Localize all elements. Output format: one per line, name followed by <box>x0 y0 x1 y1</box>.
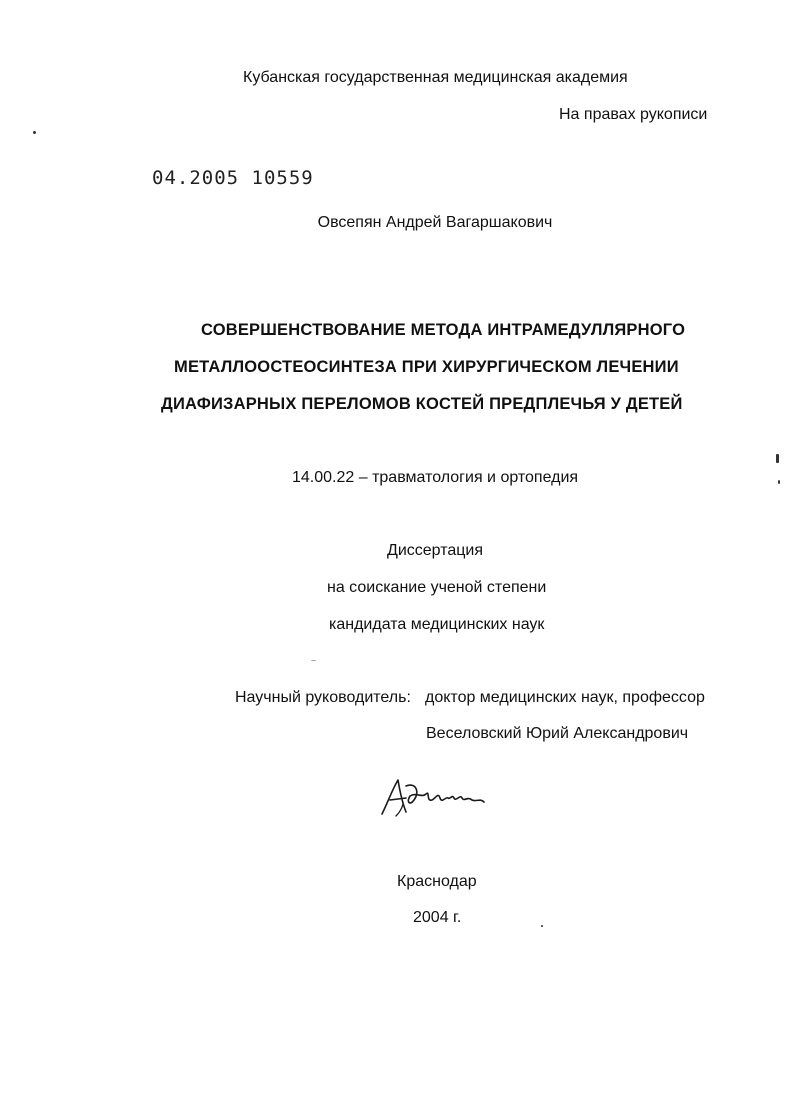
scan-artifact <box>311 660 316 661</box>
scan-artifact <box>33 131 36 134</box>
supervisor-label: Научный руководитель: <box>235 689 411 706</box>
author-name: Овсепян Андрей Вагаршакович <box>317 214 553 231</box>
dissertation-title-line: ДИАФИЗАРНЫХ ПЕРЕЛОМОВ КОСТЕЙ ПРЕДПЛЕЧЬЯ У ДЕТЕЙ <box>161 395 683 413</box>
scan-artifact <box>541 925 543 927</box>
degree-line: кандидата медицинских наук <box>329 616 545 633</box>
supervisor-degree: доктор медицинских наук, профессор <box>425 689 705 706</box>
rights-notice: На правах рукописи <box>559 106 708 123</box>
registration-stamp-number: 04.2005 10559 <box>152 167 314 189</box>
degree-line: Диссертация <box>387 542 484 559</box>
degree-line: на соискание ученой степени <box>327 579 547 596</box>
dissertation-title-line: СОВЕРШЕНСТВОВАНИЕ МЕТОДА ИНТРАМЕДУЛЛЯРНОГО <box>201 321 686 339</box>
scan-artifact <box>778 480 780 484</box>
supervisor-name: Веселовский Юрий Александрович <box>426 725 689 742</box>
year: 2004 г. <box>413 909 462 926</box>
dissertation-title-line: МЕТАЛЛООСТЕОСИНТЕЗА ПРИ ХИРУРГИЧЕСКОМ ЛЕЧЕНИИ <box>174 358 679 376</box>
city: Краснодар <box>397 873 477 890</box>
institution-name: Кубанская государственная медицинская академия <box>243 69 628 86</box>
author-signature <box>376 772 496 822</box>
specialty-code: 14.00.22 – травматология и ортопедия <box>292 469 579 486</box>
scan-artifact <box>776 454 779 463</box>
